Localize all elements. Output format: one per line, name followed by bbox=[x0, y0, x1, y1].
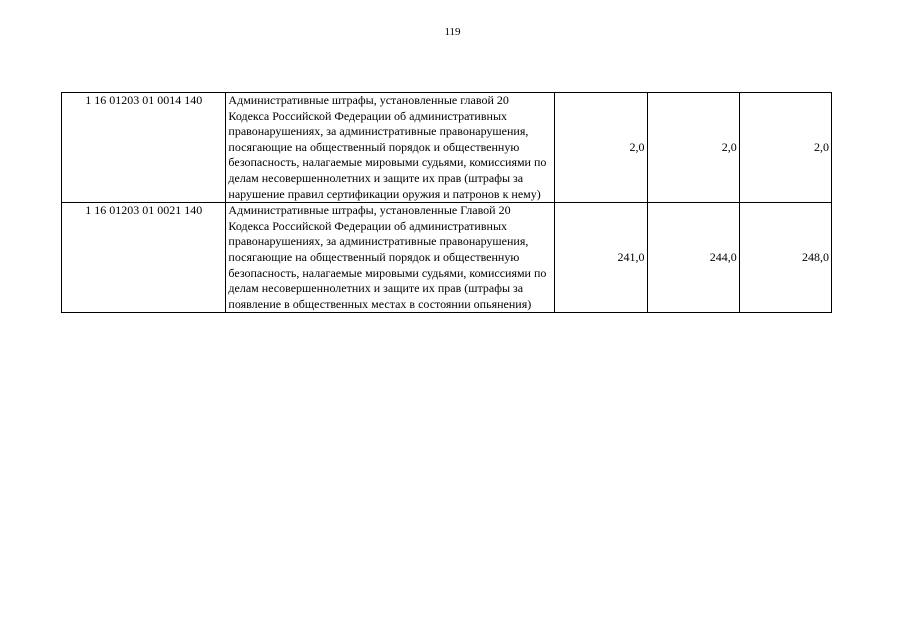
amount-year-2-cell: 244,0 bbox=[647, 203, 739, 313]
table-row bbox=[62, 93, 832, 203]
budget-code-cell: 1 16 01203 01 0021 140 bbox=[62, 203, 226, 313]
page-number: 119 bbox=[444, 26, 461, 38]
amount-year-1-cell: 241,0 bbox=[555, 203, 647, 313]
budget-code-cell: 1 16 01203 01 0014 140 bbox=[62, 93, 226, 203]
description-cell: Административные штрафы, установленные Главой 20 Кодекса Российской Федерации об административных правонарушениях, за административные правонарушения, посягающие на общественный порядок и общественную безопасность, налагаемые мировыми судьями, комиссиями по делам несовершеннолетних и защите их прав (штрафы за появление в общественных местах в состоянии опьянения) bbox=[226, 203, 555, 313]
amount-year-2-cell: 2,0 bbox=[647, 93, 739, 203]
amount-year-3-cell: 248,0 bbox=[739, 203, 831, 313]
amount-year-3-cell: 2,0 bbox=[739, 93, 831, 203]
table-row bbox=[62, 203, 832, 313]
budget-table bbox=[61, 92, 832, 313]
description-cell: Административные штрафы, установленные главой 20 Кодекса Российской Федерации об административных правонарушениях, за административные правонарушения, посягающие на общественный порядок и общественную безопасность, налагаемые мировыми судьями, комиссиями по делам несовершеннолетних и защите их прав (штрафы за нарушение правил сертификации оружия и патронов к нему) bbox=[226, 93, 555, 203]
amount-year-1-cell: 2,0 bbox=[555, 93, 647, 203]
